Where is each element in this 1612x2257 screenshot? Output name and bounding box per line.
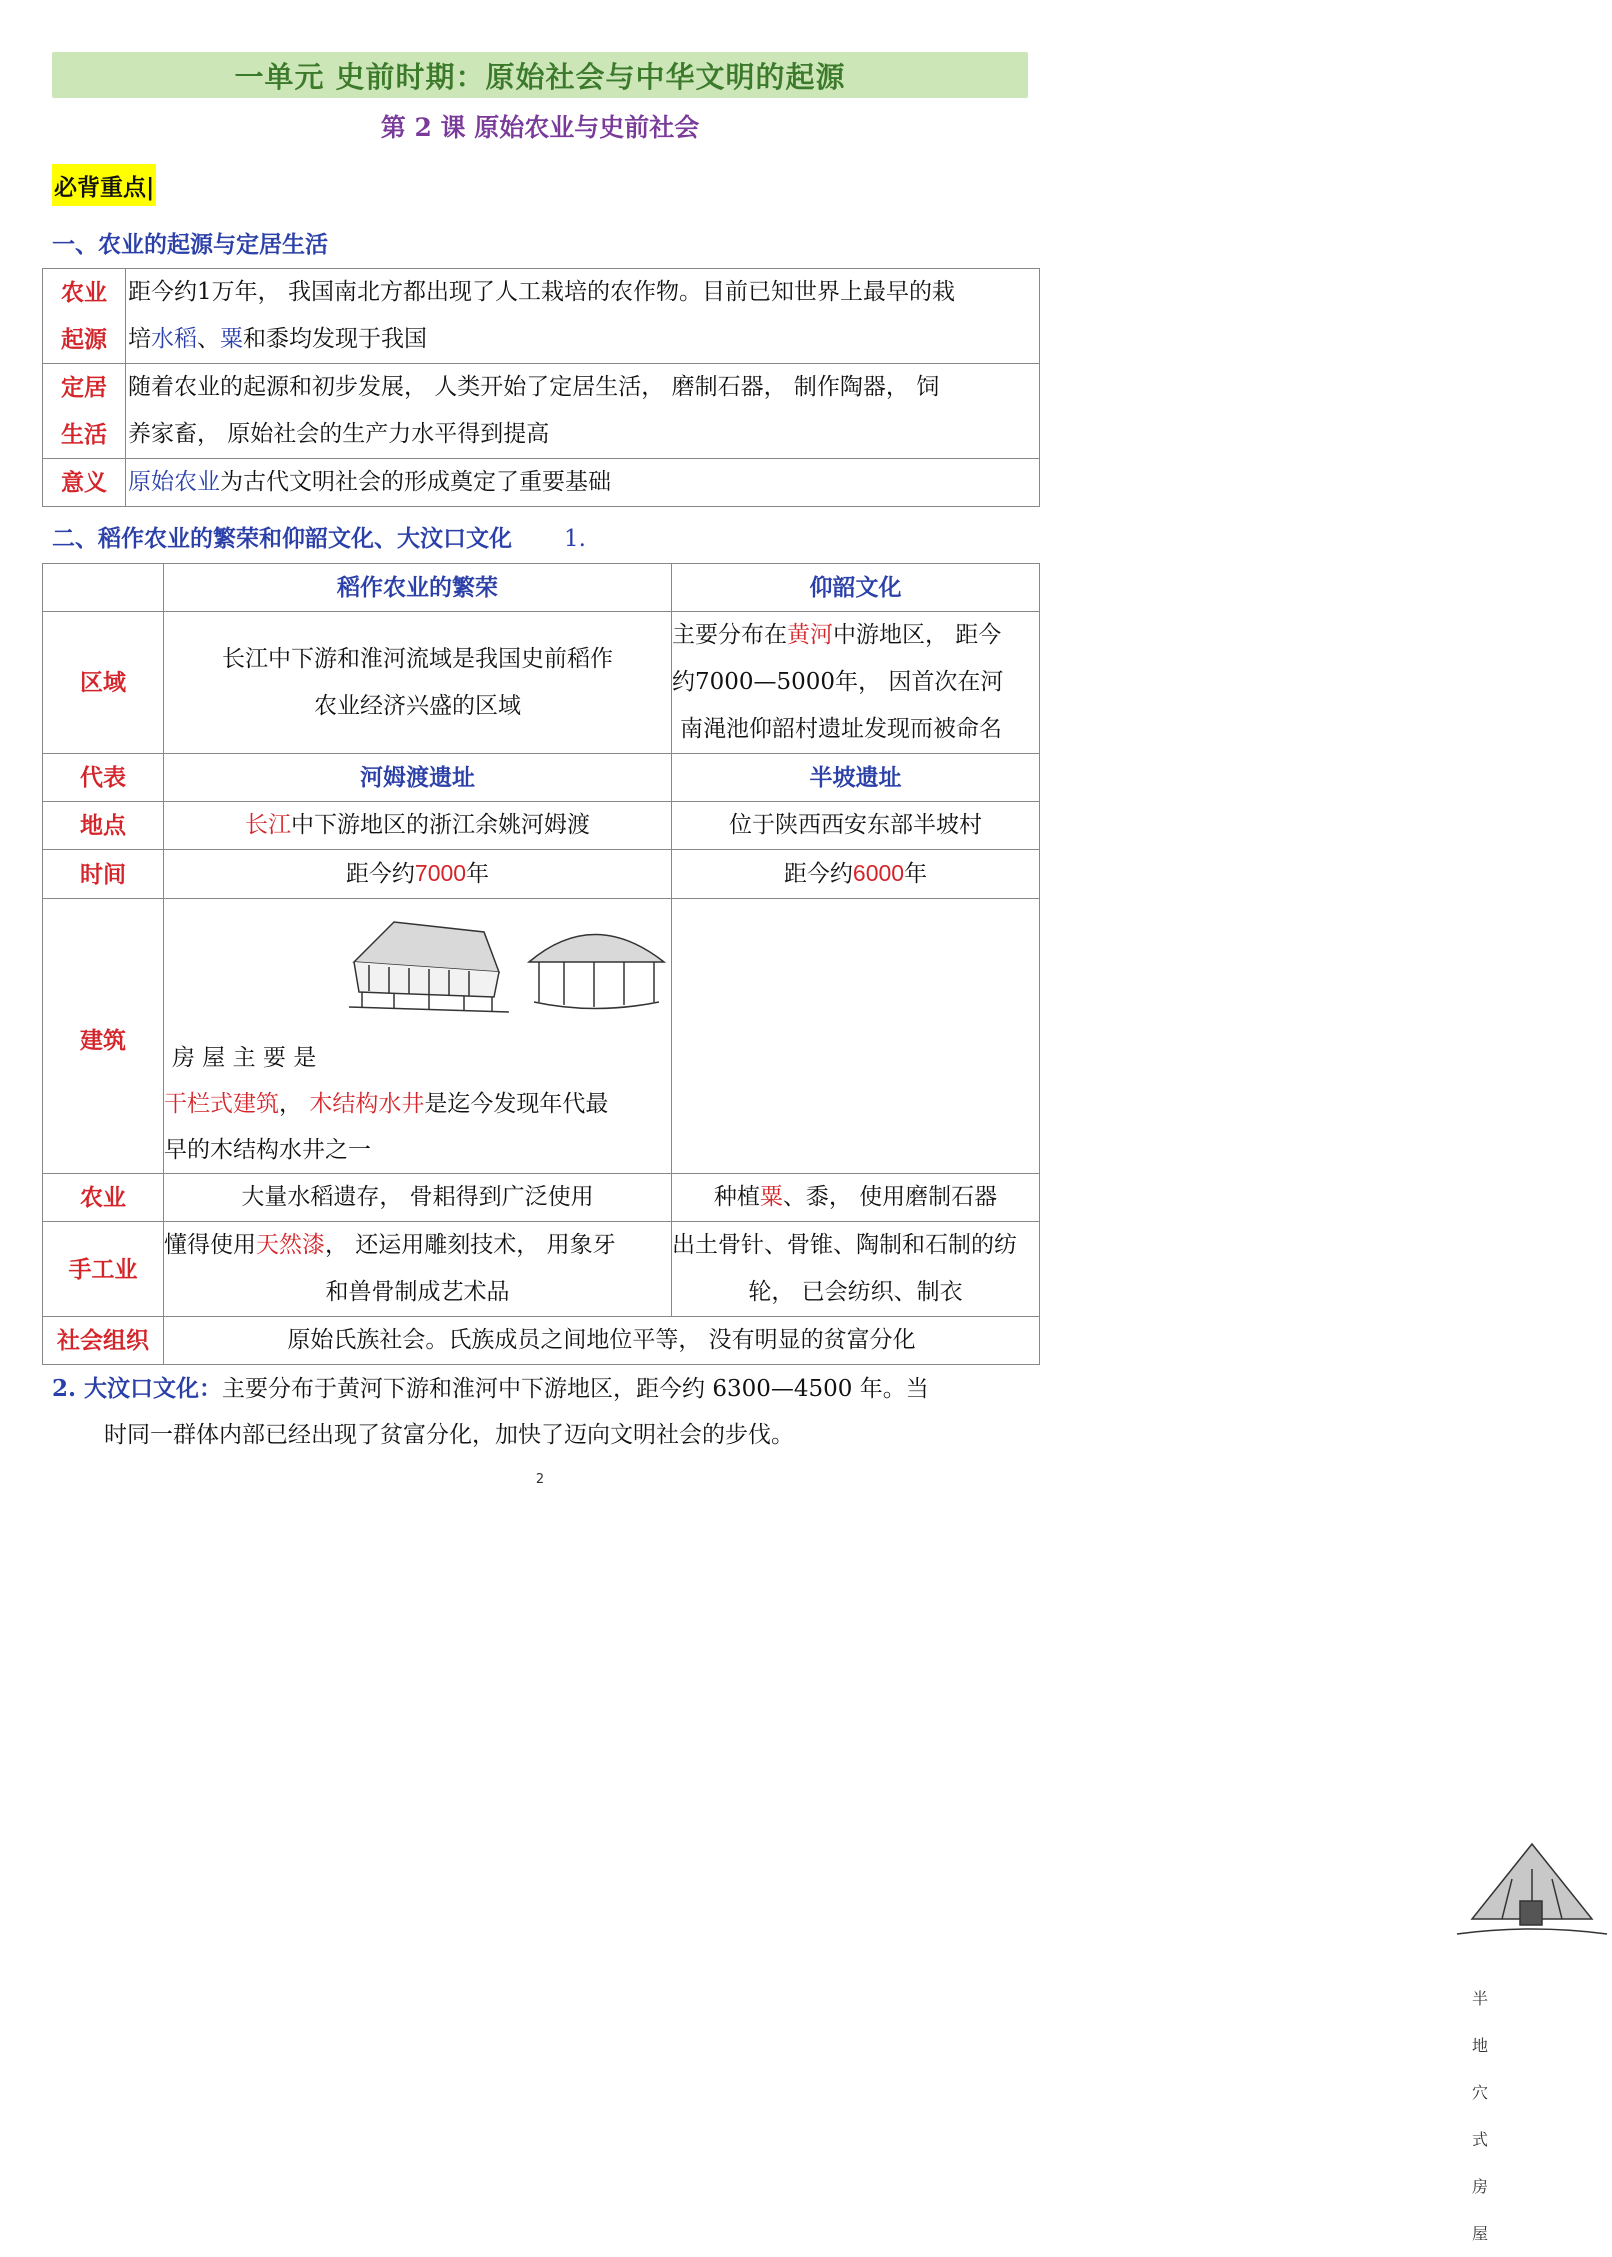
row-content-settle bbox=[126, 364, 1040, 459]
section1-heading: 一、农业的起源与定居生活 bbox=[52, 231, 328, 258]
unit-title: 一单元 史前时期：原始社会与中华文明的起源 bbox=[52, 52, 1028, 98]
header-empty-cell bbox=[43, 564, 164, 612]
row-label-handicraft: 手工业 bbox=[43, 1222, 164, 1317]
row-label-origin bbox=[43, 269, 126, 364]
section2-heading: 二、稻作农业的繁荣和仰韶文化、大汶口文化 1. bbox=[52, 525, 586, 552]
content-line: 培水稻、粟和黍均发现于我国 bbox=[128, 326, 427, 352]
region-yangshao: 主要分布在黄河中游地区， 距今 约7000—5000年， 因首次在河 南渑池仰韶村遗址发现而被命名 bbox=[672, 612, 1040, 754]
highlight-primitive-agriculture: 原始农业 bbox=[128, 469, 220, 495]
label-text: 农业 起源 bbox=[61, 279, 107, 353]
location-banpo: 位于陕西西安东部半坡村 bbox=[672, 802, 1040, 850]
col-header-rice: 稻作农业的繁荣 bbox=[164, 564, 672, 612]
handicraft-hemudu: 懂得使用天然漆， 还运用雕刻技术， 用象牙 和兽骨制成艺术品 bbox=[164, 1222, 672, 1317]
table-row bbox=[43, 1174, 1040, 1222]
row-label-social: 社会组织 bbox=[43, 1317, 164, 1365]
table-row bbox=[43, 850, 1040, 899]
agriculture-banpo: 种植粟、黍， 使用磨制石器 bbox=[672, 1174, 1040, 1222]
row-content-origin bbox=[126, 269, 1040, 364]
table-row bbox=[43, 1317, 1040, 1365]
time-banpo: 距今约6000年 bbox=[672, 850, 1040, 899]
architecture-hemudu bbox=[164, 899, 672, 1174]
table-row bbox=[43, 899, 1040, 1174]
handicraft-banpo: 出土骨针、骨锥、陶制和石制的纺 轮， 已会纺织、制衣 bbox=[672, 1222, 1040, 1317]
section2-number: 1. bbox=[564, 526, 586, 552]
agriculture-origin-table bbox=[42, 268, 1040, 507]
content-line: 养家畜， 原始社会的生产力水平得到提高 bbox=[128, 421, 550, 447]
dawenkou-heading: 2. 大汶口文化： bbox=[52, 1375, 223, 1402]
architecture-line1: 房 屋 主 要 是 bbox=[172, 1045, 317, 1071]
col-header-yangshao: 仰韶文化 bbox=[672, 564, 1040, 612]
hemudu-site: 河姆渡遗址 bbox=[164, 754, 672, 802]
table-row bbox=[43, 754, 1040, 802]
social-organization: 原始氏族社会。氏族成员之间地位平等， 没有明显的贫富分化 bbox=[164, 1317, 1040, 1365]
architecture-line3: 早的木结构水井之一 bbox=[164, 1137, 371, 1163]
label-text: 定居 生活 bbox=[61, 374, 107, 448]
page-number: 2 bbox=[535, 1472, 545, 1487]
location-hemudu: 长江中下游地区的浙江余姚河姆渡 bbox=[164, 802, 672, 850]
row-label-agriculture: 农业 bbox=[43, 1174, 164, 1222]
row-label-architecture: 建筑 bbox=[43, 899, 164, 1174]
highlight-yellow-river: 黄河 bbox=[787, 622, 833, 648]
agriculture-hemudu: 大量水稻遗存， 骨耜得到广泛使用 bbox=[164, 1174, 672, 1222]
content-line: 随着农业的起源和初步发展， 人类开始了定居生活， 磨制石器， 制作陶器， 饲 bbox=[128, 374, 940, 400]
row-label-time: 时间 bbox=[43, 850, 164, 899]
highlight-millet: 粟 bbox=[220, 326, 243, 352]
time-hemudu: 距今约7000年 bbox=[164, 850, 672, 899]
row-label-location: 地点 bbox=[43, 802, 164, 850]
table-row bbox=[43, 802, 1040, 850]
dawenkou-paragraph: 2. 大汶口文化：主要分布于黄河下游和淮河中下游地区，距今约 6300—4500 年。当 时同一群体内部已经出现了贫富分化，加快了迈向文明社会的步伐。 bbox=[52, 1375, 929, 1448]
table-row bbox=[43, 1222, 1040, 1317]
table-row bbox=[43, 459, 1040, 507]
table-row bbox=[43, 564, 1040, 612]
table-row bbox=[43, 612, 1040, 754]
key-points-label: 必背重点| bbox=[52, 164, 156, 206]
row-label-region: 区域 bbox=[43, 612, 164, 754]
content-line: 距今约1万年， 我国南北方都出现了人工栽培的农作物。目前已知世界上最早的栽 bbox=[128, 279, 955, 305]
table-row bbox=[43, 364, 1040, 459]
highlight-rice: 水稻 bbox=[151, 326, 197, 352]
architecture-line2: 干栏式建筑， 木结构水井是迄今发现年代最 bbox=[164, 1091, 609, 1117]
row-label-representative: 代表 bbox=[43, 754, 164, 802]
row-content-meaning: 原始农业为古代文明社会的形成奠定了重要基础 bbox=[126, 459, 1040, 507]
table-row bbox=[43, 269, 1040, 364]
pit-house-caption: 半地穴式房屋 bbox=[1472, 1989, 1489, 2243]
row-label-settle bbox=[43, 364, 126, 459]
row-label-meaning: 意义 bbox=[43, 459, 126, 507]
pit-house-illustration bbox=[1452, 1839, 1612, 1959]
banpo-site: 半坡遗址 bbox=[672, 754, 1040, 802]
region-rice: 长江中下游和淮河流域是我国史前稻作 农业经济兴盛的区域 bbox=[164, 612, 672, 754]
lesson-title: 第 2 课 原始农业与史前社会 bbox=[380, 113, 700, 142]
